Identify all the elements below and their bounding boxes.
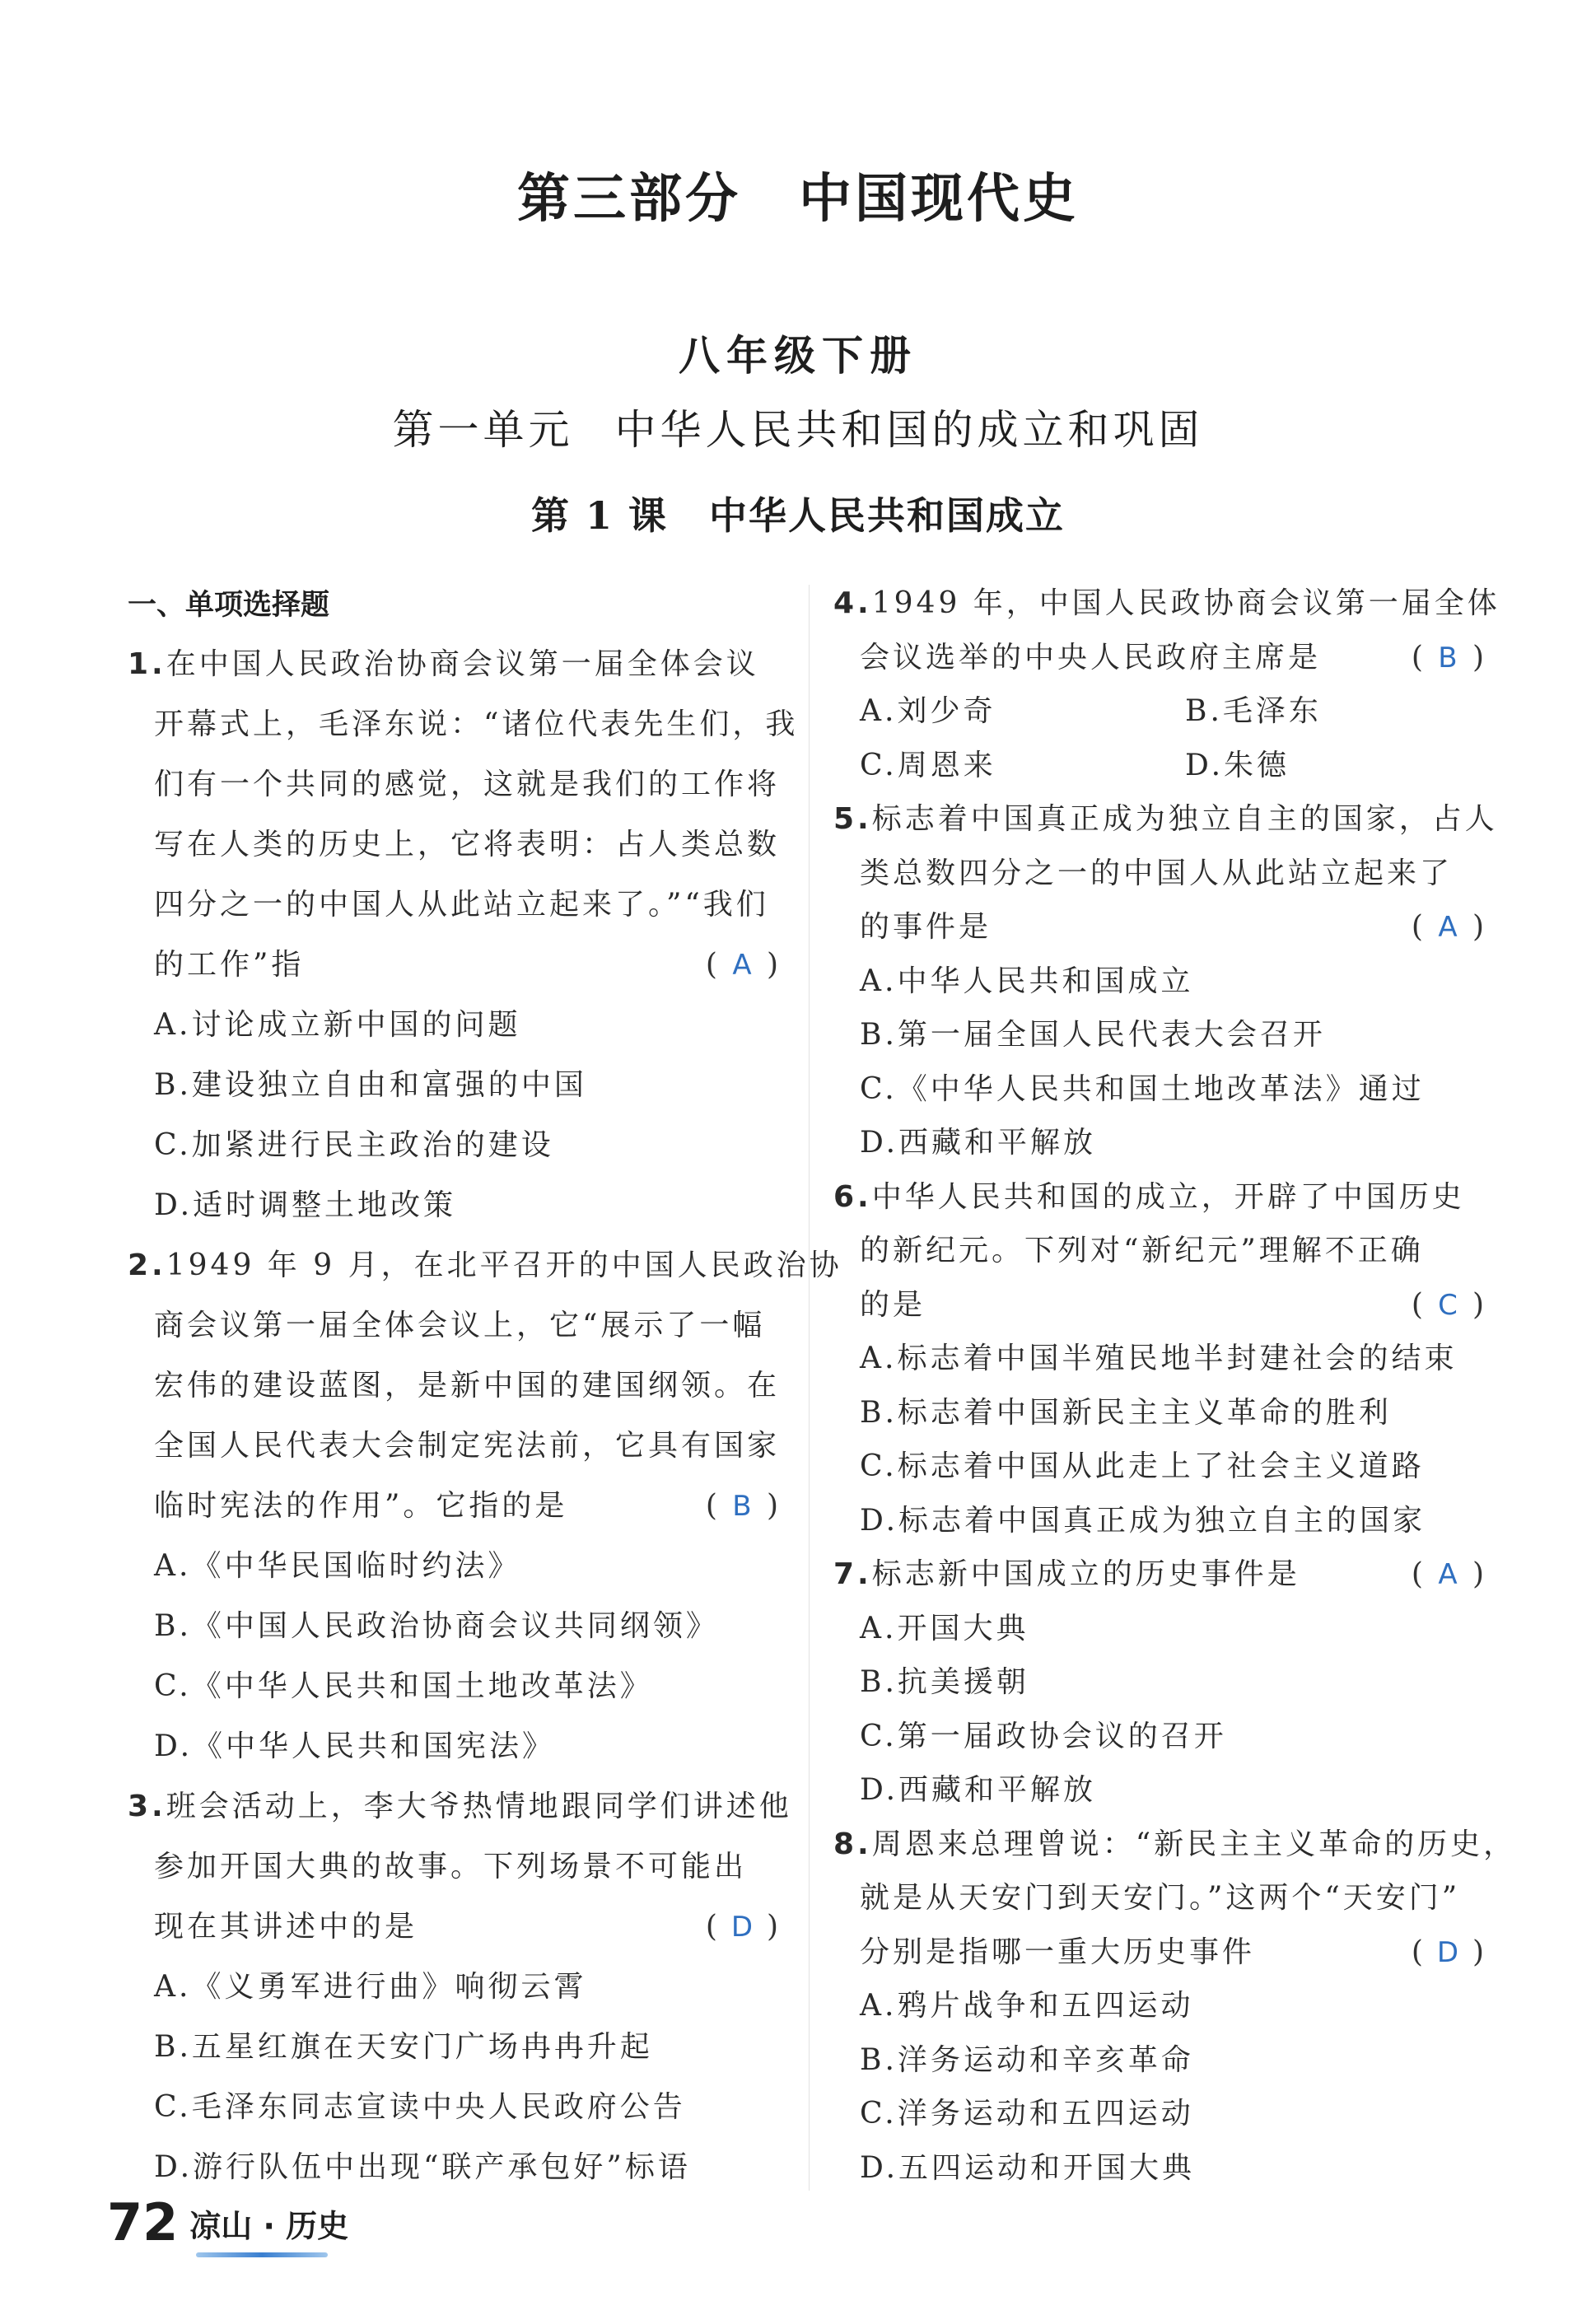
option-row [833, 684, 1484, 739]
lesson-title [0, 486, 1596, 540]
option-a: A.标志着中国半殖民地半封建社会的结束 [860, 1342, 1458, 1375]
answer-letter: B [1438, 641, 1458, 674]
answer-letter: A [732, 949, 752, 982]
question-line: 会议选举的中央人民政府主席是 ( B ) [833, 631, 1484, 685]
option-a: A.刘少奇 [860, 694, 996, 728]
option-d: D.游行队伍中出现“联产承包好”标语 [154, 2150, 691, 2184]
question-line: 5.标志着中国真正成为独立自主的国家，占人 [833, 802, 1498, 836]
part-title-number: 第三部分 [517, 168, 741, 230]
question-line: 的工作”指 ( A ) [128, 935, 778, 995]
answer-letter: B [732, 1490, 752, 1523]
option-d: D.标志着中国真正成为独立自主的国家 [860, 1503, 1426, 1538]
section-heading: 一、单项选择题 [128, 589, 330, 622]
option-c: C.周恩来 [860, 748, 996, 782]
question-4 [833, 576, 1500, 792]
unit-title [0, 397, 1596, 456]
lesson-number: 第 1 课 [530, 493, 669, 538]
part-title-name: 中国现代史 [799, 168, 1079, 230]
option-d: D.朱德 [1185, 748, 1290, 782]
question-line: 1.在中国人民政治协商会议第一届全体会议 [128, 647, 759, 681]
unit-number: 第一单元 [392, 406, 574, 454]
option-b: B.第一届全国人民代表大会召开 [860, 1018, 1326, 1052]
option-b: B.抗美援朝 [860, 1665, 1029, 1699]
question-line: 们有一个共同的感觉，这就是我们的工作将 [154, 768, 781, 801]
question-line: 现在其讲述中的是 ( D ) [128, 1897, 778, 1957]
question-line: 参加开国大典的故事。下列场景不可能出 [154, 1850, 748, 1883]
question-8 [833, 1818, 1517, 2196]
question-line: 四分之一的中国人从此站立起来了。”“我们 [154, 888, 769, 922]
answer-letter: A [1438, 911, 1458, 944]
answer-letter: A [1438, 1558, 1458, 1591]
answer-blank[interactable]: ( A ) [1412, 900, 1484, 955]
option-c: C.洋务运动和五四运动 [860, 2097, 1194, 2131]
answer-blank[interactable]: ( A ) [706, 935, 778, 996]
option-c: C.《中华人民共和国土地改革法》通过 [860, 1071, 1425, 1106]
option-d: D.西藏和平解放 [860, 1773, 1097, 1807]
option-c: C.毛泽东同志宣读中央人民政府公告 [154, 2090, 686, 2124]
option-b: B.毛泽东 [1185, 694, 1322, 728]
option-d: D.适时调整土地改策 [154, 1188, 457, 1222]
question-line: 全国人民代表大会制定宪法前，它具有国家 [154, 1429, 781, 1463]
answer-blank[interactable]: ( B ) [1412, 631, 1484, 686]
question-line: 的事件是 ( A ) [833, 900, 1484, 954]
column-divider [809, 585, 810, 2191]
question-line: 临时宪法的作用”。它指的是 ( B ) [128, 1476, 778, 1536]
answer-blank[interactable]: ( A ) [1412, 1547, 1484, 1603]
lesson-name: 中华人民共和国成立 [709, 493, 1066, 538]
option-c: C.第一届政协会议的召开 [860, 1719, 1227, 1753]
option-c: C.《中华人民共和国土地改革法》 [154, 1669, 653, 1703]
option-d: D.五四运动和开国大典 [860, 2150, 1196, 2185]
option-d: D.《中华人民共和国宪法》 [154, 1729, 556, 1763]
answer-letter: D [1436, 1935, 1459, 1969]
option-b: B.《中国人民政治协商会议共同纲领》 [154, 1609, 719, 1643]
question-2 [128, 1235, 842, 1776]
question-line: 类总数四分之一的中国人从此站立起来了 [860, 856, 1454, 890]
part-title [0, 156, 1596, 232]
question-line: 的是 ( C ) [833, 1278, 1484, 1333]
question-line: 8.周恩来总理曾说：“新民主主义革命的历史， [833, 1827, 1517, 1861]
question-7 [833, 1547, 1484, 1818]
question-line: 商会议第一届全体会议上，它“展示了一幅 [154, 1309, 766, 1342]
unit-name: 中华人民共和国的成立和巩固 [614, 406, 1204, 454]
page-number: 72 [107, 2192, 179, 2252]
question-line: 宏伟的建设蓝图，是新中国的建国纲领。在 [154, 1369, 781, 1403]
option-a: A.鸦片战争和五四运动 [860, 1989, 1194, 2023]
option-row [833, 739, 1484, 793]
question-line: 3.班会活动上，李大爷热情地跟同学们讲述他 [128, 1790, 792, 1823]
answer-blank[interactable]: ( C ) [1412, 1278, 1484, 1333]
option-a: A.讨论成立新中国的问题 [154, 1008, 521, 1042]
question-line: 7.标志新中国成立的历史事件是 ( A ) [833, 1547, 1484, 1602]
question-line: 4.1949 年，中国人民政协商会议第一届全体 [833, 586, 1500, 620]
option-c: C.加紧进行民主政治的建设 [154, 1128, 554, 1162]
question-line: 分别是指哪一重大历史事件 ( D ) [833, 1925, 1484, 1980]
option-b: B.洋务运动和辛亥革命 [860, 2042, 1194, 2077]
question-line: 就是从天安门到天安门。”这两个“天安门” [860, 1881, 1461, 1915]
option-a: A.中华人民共和国成立 [860, 964, 1194, 998]
option-b: B.建设独立自由和富强的中国 [154, 1068, 587, 1102]
option-c: C.标志着中国从此走上了社会主义道路 [860, 1449, 1425, 1483]
option-a: A.《义勇军进行曲》响彻云霄 [154, 1970, 587, 2004]
answer-letter: D [730, 1911, 754, 1944]
question-3 [128, 1776, 792, 2197]
answer-blank[interactable]: ( B ) [706, 1476, 778, 1537]
answer-blank[interactable]: ( D ) [706, 1897, 778, 1958]
answer-letter: C [1438, 1288, 1458, 1322]
option-d: D.西藏和平解放 [860, 1126, 1097, 1160]
question-line: 的新纪元。下列对“新纪元”理解不正确 [860, 1234, 1424, 1267]
book-title: 八年级下册 [679, 332, 917, 380]
question-line: 开幕式上，毛泽东说：“诸位代表先生们，我 [154, 707, 799, 741]
footer-accent-line [196, 2252, 328, 2257]
question-5 [833, 792, 1498, 1170]
question-1 [128, 634, 799, 1235]
option-b: B.标志着中国新民主主义革命的胜利 [860, 1395, 1392, 1430]
right-column [833, 576, 1517, 2195]
left-column [128, 576, 842, 2197]
option-a: A.《中华民国临时约法》 [154, 1549, 521, 1583]
page-footer [107, 2187, 348, 2252]
question-6 [833, 1170, 1484, 1548]
question-line: 6.中华人民共和国的成立，开辟了中国历史 [833, 1179, 1465, 1214]
answer-blank[interactable]: ( D ) [1412, 1925, 1484, 1981]
question-line: 写在人类的历史上，它将表明：占人类总数 [154, 828, 781, 861]
option-b: B.五星红旗在天安门广场冉冉升起 [154, 2030, 653, 2064]
question-line: 2.1949 年 9 月，在北平召开的中国人民政治协 [128, 1249, 842, 1282]
option-a: A.开国大典 [860, 1611, 1029, 1645]
footer-label: 凉山 · 历史 [189, 2208, 349, 2244]
